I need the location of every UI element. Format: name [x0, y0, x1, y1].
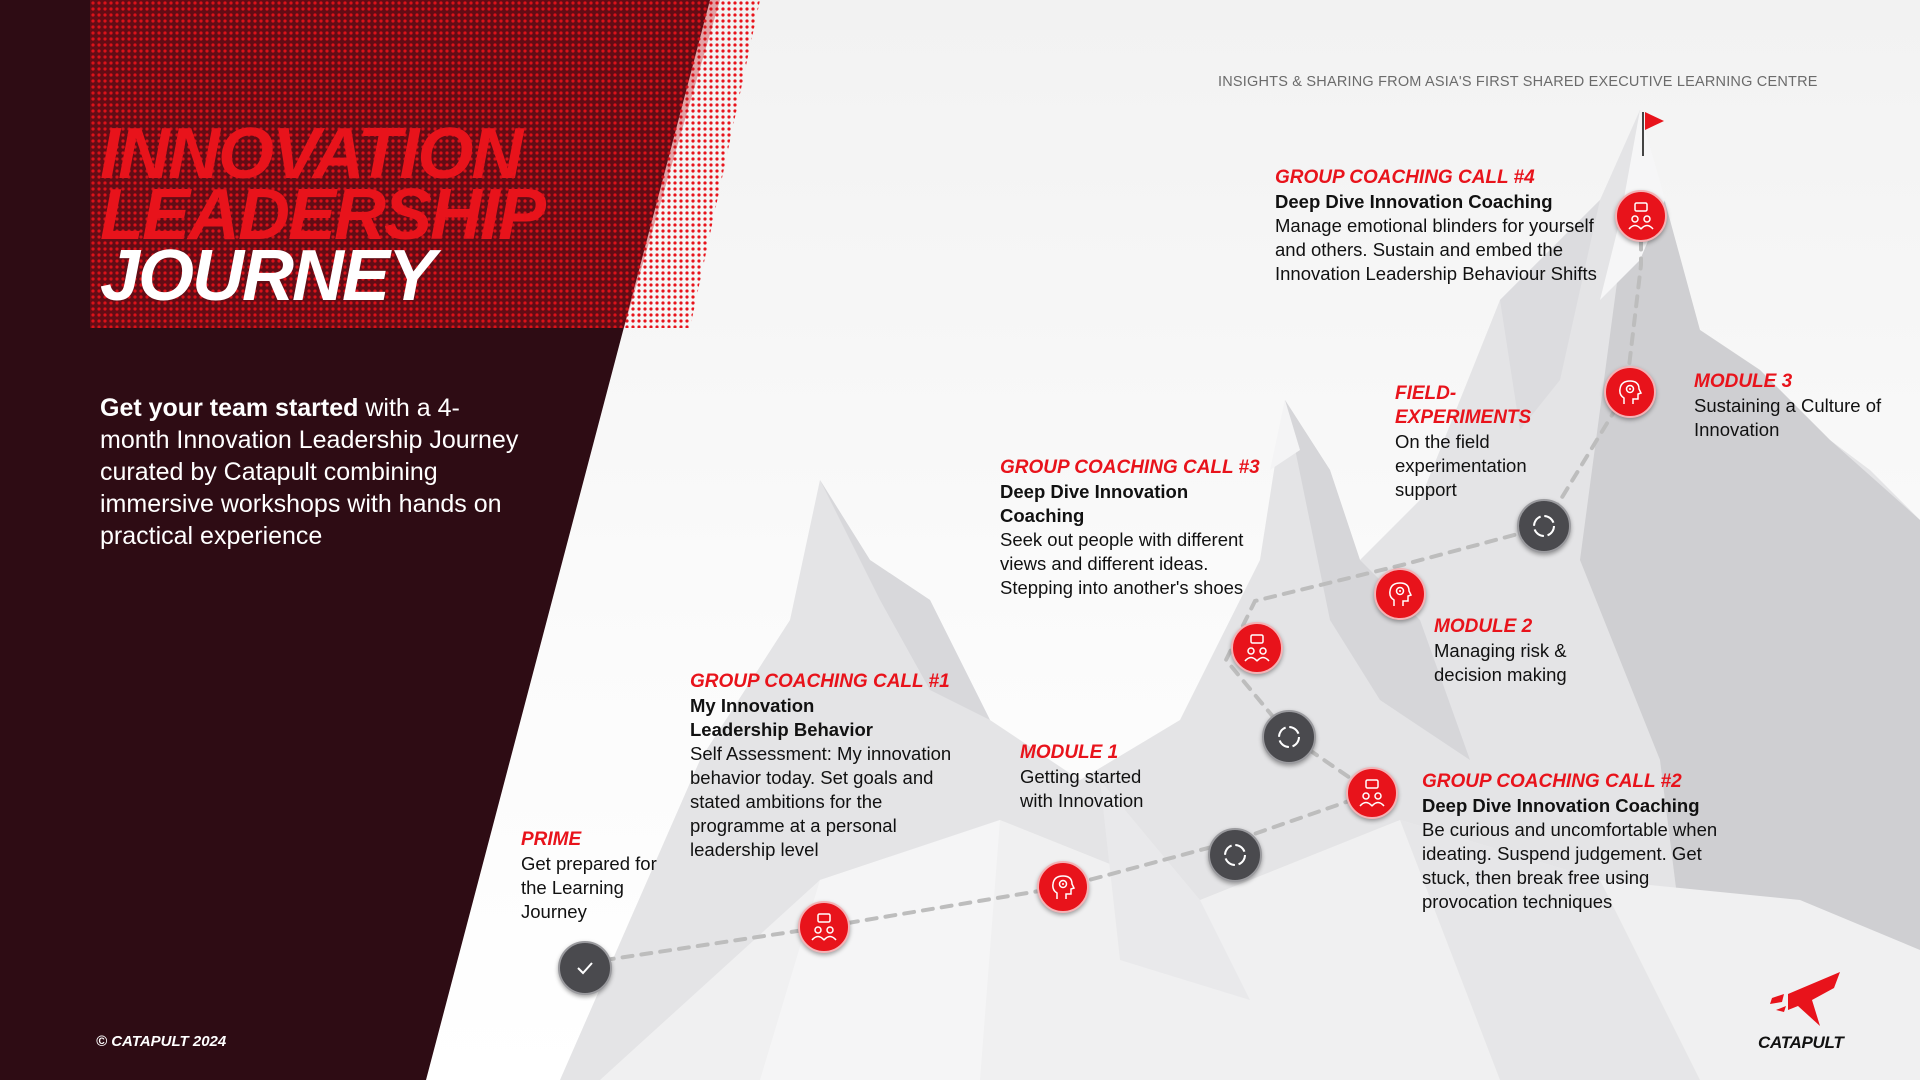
group-chat-icon — [1357, 778, 1387, 808]
step-subtitle: Deep Dive Innovation Coaching — [1000, 481, 1189, 526]
step-heading: GROUP COACHING CALL #4 — [1275, 167, 1535, 188]
step-desc: Getting started with Innovation — [1020, 766, 1144, 811]
node-prime[interactable] — [558, 941, 612, 995]
step-desc: Get prepared for the Learning Journey — [521, 853, 657, 922]
node-module2[interactable] — [1374, 568, 1426, 620]
cycle-icon — [1529, 511, 1559, 541]
cycle-icon — [1220, 840, 1250, 870]
step-module3 — [1694, 370, 1884, 442]
cycle-icon — [1274, 722, 1304, 752]
step-subtitle: Deep Dive Innovation Coaching — [1422, 795, 1700, 816]
group-chat-icon — [809, 912, 839, 942]
tagline: INSIGHTS & SHARING FROM ASIA'S FIRST SHARED EXECUTIVE LEARNING CENTRE — [1218, 74, 1818, 90]
step-gcc3 — [1000, 456, 1290, 600]
step-desc: On the field experimentation support — [1395, 431, 1527, 500]
intro-bold: Get your team started — [100, 394, 359, 422]
step-desc: Be curious and uncomfortable when ideating. Suspend judgement. Get stuck, then break free using provocation techniques — [1422, 819, 1718, 912]
node-field-experiments[interactable] — [1517, 499, 1571, 553]
head-gear-icon — [1385, 579, 1415, 609]
title-line-innovation: INNOVATION — [100, 114, 522, 194]
node-gcc3[interactable] — [1231, 622, 1283, 674]
catapult-logo-icon — [1768, 970, 1844, 1030]
step-gcc4 — [1275, 166, 1625, 286]
step-heading: GROUP COACHING CALL #2 — [1422, 771, 1682, 792]
step-subtitle: My Innovation Leadership Behavior — [690, 695, 874, 740]
node-gcc4[interactable] — [1615, 190, 1667, 242]
title-line-leadership: LEADERSHIP — [100, 175, 545, 255]
step-heading: PRIME — [521, 829, 582, 850]
step-gcc1 — [690, 670, 980, 862]
step-heading: MODULE 1 — [1020, 742, 1119, 763]
page-title — [100, 114, 545, 316]
brand-wordmark: CATAPULT — [1758, 1033, 1844, 1052]
step-prime — [521, 828, 671, 924]
step-gcc2 — [1422, 770, 1722, 914]
node-gcc2[interactable] — [1346, 767, 1398, 819]
copyright: © CATAPULT 2024 — [96, 1033, 227, 1050]
intro-rest: with a 4-month Innovation Leadership Journey curated by Catapult combining immersive workshops with hands on practical experience — [100, 394, 519, 550]
step-field — [1395, 382, 1545, 502]
step-heading: MODULE 2 — [1434, 616, 1533, 637]
head-gear-icon — [1615, 377, 1645, 407]
head-gear-icon — [1048, 872, 1078, 902]
step-module1 — [1020, 741, 1150, 813]
node-cycle-1[interactable] — [1208, 828, 1262, 882]
step-module2 — [1434, 615, 1594, 687]
step-desc: Managing risk & decision making — [1434, 640, 1567, 685]
step-desc: Seek out people with different views and different ideas. Stepping into another's shoes — [1000, 529, 1244, 598]
step-desc: Manage emotional blinders for yourself and others. Sustain and embed the Innovation Leadership Behaviour Shifts — [1275, 215, 1597, 284]
step-heading: MODULE 3 — [1694, 371, 1793, 392]
title-line-journey: JOURNEY — [100, 236, 435, 316]
intro-text — [100, 392, 520, 552]
group-chat-icon — [1242, 633, 1272, 663]
node-module1[interactable] — [1037, 861, 1089, 913]
step-heading: FIELD-EXPERIMENTS — [1395, 383, 1532, 428]
step-heading: GROUP COACHING CALL #1 — [690, 671, 950, 692]
node-gcc1[interactable] — [798, 901, 850, 953]
node-cycle-2[interactable] — [1262, 710, 1316, 764]
step-desc: Self Assessment: My innovation behavior today. Set goals and stated ambitions for the programme at a personal leadership level — [690, 743, 952, 860]
checkmark-icon — [573, 956, 597, 980]
node-module3[interactable] — [1604, 366, 1656, 418]
group-chat-icon — [1626, 201, 1656, 231]
step-desc: Sustaining a Culture of Innovation — [1694, 395, 1882, 440]
step-subtitle: Deep Dive Innovation Coaching — [1275, 191, 1553, 212]
step-heading: GROUP COACHING CALL #3 — [1000, 457, 1260, 478]
